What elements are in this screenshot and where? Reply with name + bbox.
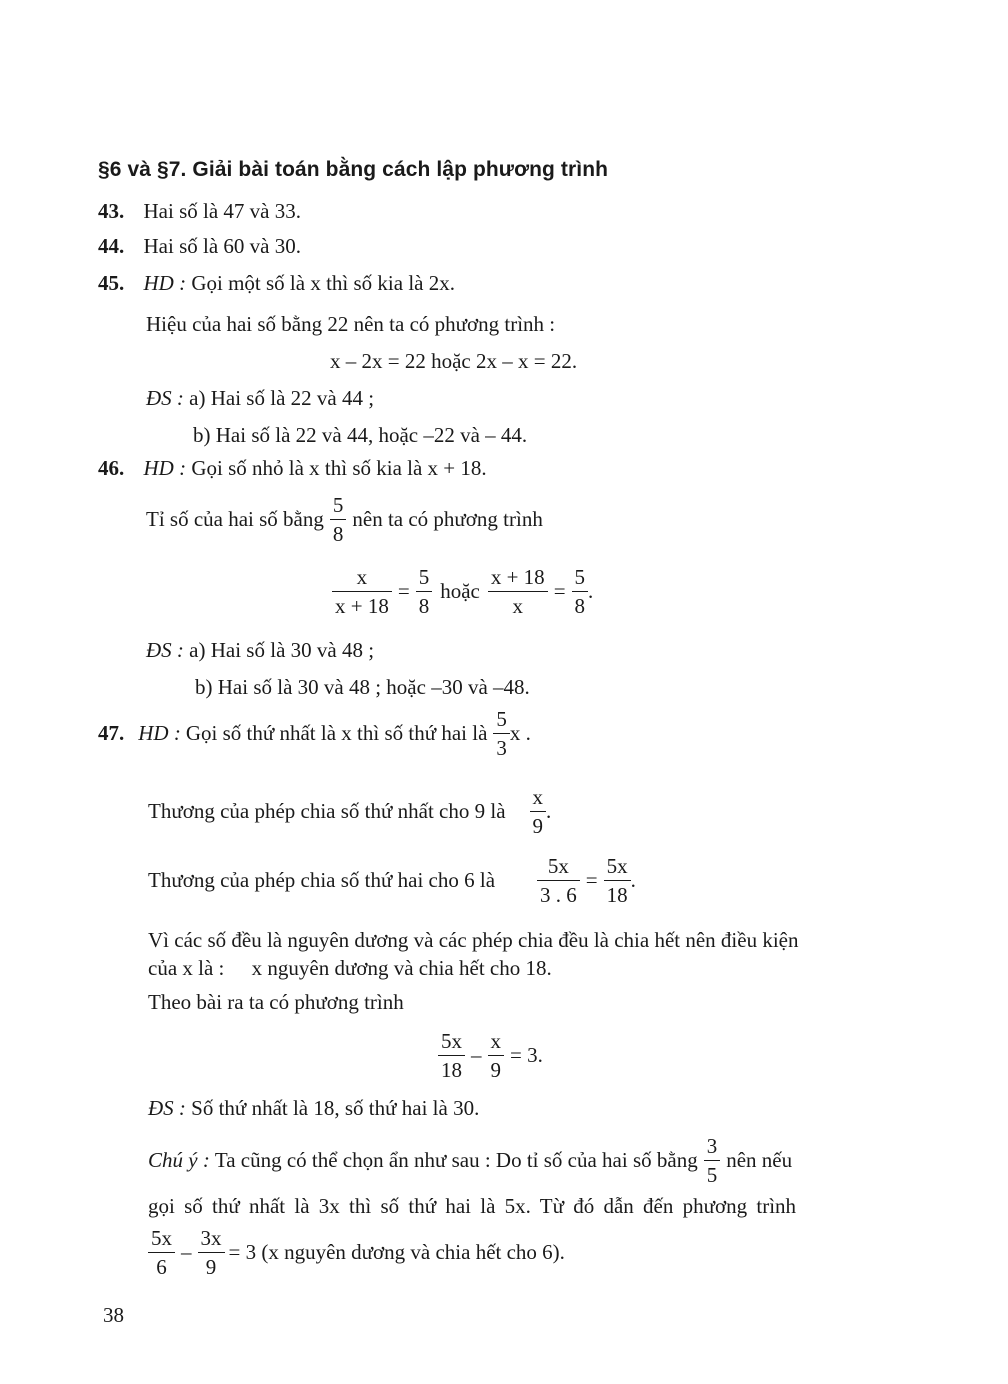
hint-text: Gọi số thứ nhất là x thì số thứ hai là xyxy=(185,721,488,746)
problem-44 xyxy=(98,236,301,257)
numerator: 3x xyxy=(198,1227,225,1253)
denominator: 9 xyxy=(490,1058,501,1083)
numerator: 5 xyxy=(330,494,347,520)
denominator: 5 xyxy=(706,1163,718,1188)
text: x nguyên dương và chia hết cho 18. xyxy=(251,956,552,980)
condition-line-2 xyxy=(148,958,552,979)
rhs: = 3 (x nguyên dương và chia hết cho 6). xyxy=(228,1240,565,1265)
numerator: x + 18 xyxy=(488,566,548,592)
hint-text: Gọi một số là x thì số kia là 2x. xyxy=(191,271,455,295)
condition-line-1: Vì các số đều là nguyên dương và các phép chia đều là chia hết nên điều kiện xyxy=(148,928,799,952)
problem-43 xyxy=(98,201,301,222)
answer-b: b) Hai số là 22 và 44, hoặc –22 và – 44. xyxy=(193,423,528,447)
denominator: 9 xyxy=(532,814,544,839)
numerator: 5x xyxy=(438,1030,465,1056)
denominator: 3 . 6 xyxy=(540,883,577,908)
equals-sign: = xyxy=(585,868,598,893)
hint-label: HD : xyxy=(143,456,187,480)
minus-sign: – xyxy=(181,1240,192,1265)
text: Tỉ số của hai số bằng xyxy=(146,507,324,532)
problem-answer: Hai số là 60 và 30. xyxy=(143,234,301,258)
note-line-2: gọi số thứ nhất là 3x thì số thứ hai là 5x. Từ đó dẫn đến phương trình xyxy=(148,1194,797,1218)
problem-number: 43. xyxy=(98,199,125,223)
denominator: 18 xyxy=(441,1058,462,1083)
note-equation xyxy=(148,1227,565,1278)
denominator: 6 xyxy=(156,1255,167,1280)
page-number: 38 xyxy=(103,1303,124,1327)
answer-text: a) Hai số là 22 và 44 ; xyxy=(189,386,375,410)
answer-label: ĐS : xyxy=(146,386,184,410)
ratio-line xyxy=(146,494,543,545)
quotient-2 xyxy=(148,855,636,906)
problem-number: 47. xyxy=(98,721,125,746)
note-label: Chú ý : xyxy=(148,1148,210,1173)
text: Ta cũng có thể chọn ẩn như sau : Do tỉ số của hai số bằng xyxy=(214,1148,698,1173)
note-line-1 xyxy=(148,1135,792,1186)
equation-46 xyxy=(332,566,593,617)
denominator: 8 xyxy=(574,594,586,619)
numerator: x xyxy=(488,1030,505,1056)
period: . xyxy=(630,868,636,893)
text: nên nếu xyxy=(726,1148,793,1173)
fraction xyxy=(330,494,347,545)
fraction xyxy=(493,708,510,759)
numerator: 5 xyxy=(416,566,433,592)
numerator: 5x xyxy=(148,1227,175,1253)
text: Thương của phép chia số thứ nhất cho 9 là xyxy=(148,799,506,824)
answer-text: Số thứ nhất là 18, số thứ hai là 30. xyxy=(191,1096,480,1120)
hint-text: Gọi số nhỏ là x thì số kia là x + 18. xyxy=(191,456,487,480)
fraction xyxy=(530,786,547,837)
answer-a xyxy=(146,640,374,661)
answer xyxy=(148,1098,479,1119)
period: . xyxy=(546,799,552,824)
problem-number: 46. xyxy=(98,456,125,480)
section-heading: §6 và §7. Giải bài toán bằng cách lập phương trình xyxy=(98,158,609,181)
equation: x – 2x = 22 hoặc 2x – x = 22. xyxy=(330,349,578,373)
fraction xyxy=(332,566,392,617)
equals-sign: = xyxy=(553,579,566,604)
numerator: 5x xyxy=(537,855,580,881)
problem-45 xyxy=(98,273,455,294)
numerator: 5 xyxy=(572,566,589,592)
text: nên ta có phương trình xyxy=(352,507,543,532)
problem-answer: Hai số là 47 và 33. xyxy=(143,199,301,223)
fraction xyxy=(572,566,589,617)
numerator: 5x xyxy=(604,855,631,881)
denominator: 18 xyxy=(606,883,628,908)
fraction xyxy=(198,1227,225,1278)
answer-label: ĐS : xyxy=(148,1096,186,1120)
denominator: x xyxy=(512,594,524,619)
denominator: 3 xyxy=(496,736,507,761)
fraction xyxy=(416,566,433,617)
problem-46 xyxy=(98,458,487,479)
fraction xyxy=(438,1030,465,1081)
answer-label: ĐS : xyxy=(146,638,184,662)
denominator: 8 xyxy=(332,522,344,547)
text-line: Theo bài ra ta có phương trình xyxy=(148,990,404,1014)
answer-text: a) Hai số là 30 và 48 ; xyxy=(189,638,375,662)
minus-sign: – xyxy=(471,1043,482,1068)
text: của x là : xyxy=(148,956,225,980)
quotient-1 xyxy=(148,786,551,837)
text: Thương của phép chia số thứ hai cho 6 là xyxy=(148,868,496,893)
rhs: = 3. xyxy=(510,1043,543,1068)
text-line: Hiệu của hai số bằng 22 nên ta có phương trình : xyxy=(146,312,556,336)
numerator: 3 xyxy=(704,1135,721,1161)
problem-47 xyxy=(98,708,531,759)
fraction xyxy=(704,1135,721,1186)
or-word: hoặc xyxy=(440,579,480,604)
hint-label: HD : xyxy=(138,721,181,746)
fraction xyxy=(537,855,580,906)
denominator: 9 xyxy=(205,1255,217,1280)
denominator: 8 xyxy=(418,594,430,619)
answer-b: b) Hai số là 30 và 48 ; hoặc –30 và –48. xyxy=(195,675,530,699)
numerator: 5 xyxy=(493,708,510,734)
fraction xyxy=(148,1227,175,1278)
numerator: x xyxy=(530,786,547,812)
fraction xyxy=(604,855,631,906)
fraction xyxy=(488,566,548,617)
answer-a xyxy=(146,388,374,409)
period: . xyxy=(588,579,594,604)
problem-number: 45. xyxy=(98,271,125,295)
denominator: x + 18 xyxy=(335,594,389,619)
equation-47 xyxy=(438,1030,543,1081)
numerator: x xyxy=(332,566,392,592)
hint-label: HD : xyxy=(143,271,187,295)
problem-number: 44. xyxy=(98,234,125,258)
equals-sign: = xyxy=(397,579,410,604)
fraction xyxy=(488,1030,505,1081)
text: x . xyxy=(509,721,531,746)
